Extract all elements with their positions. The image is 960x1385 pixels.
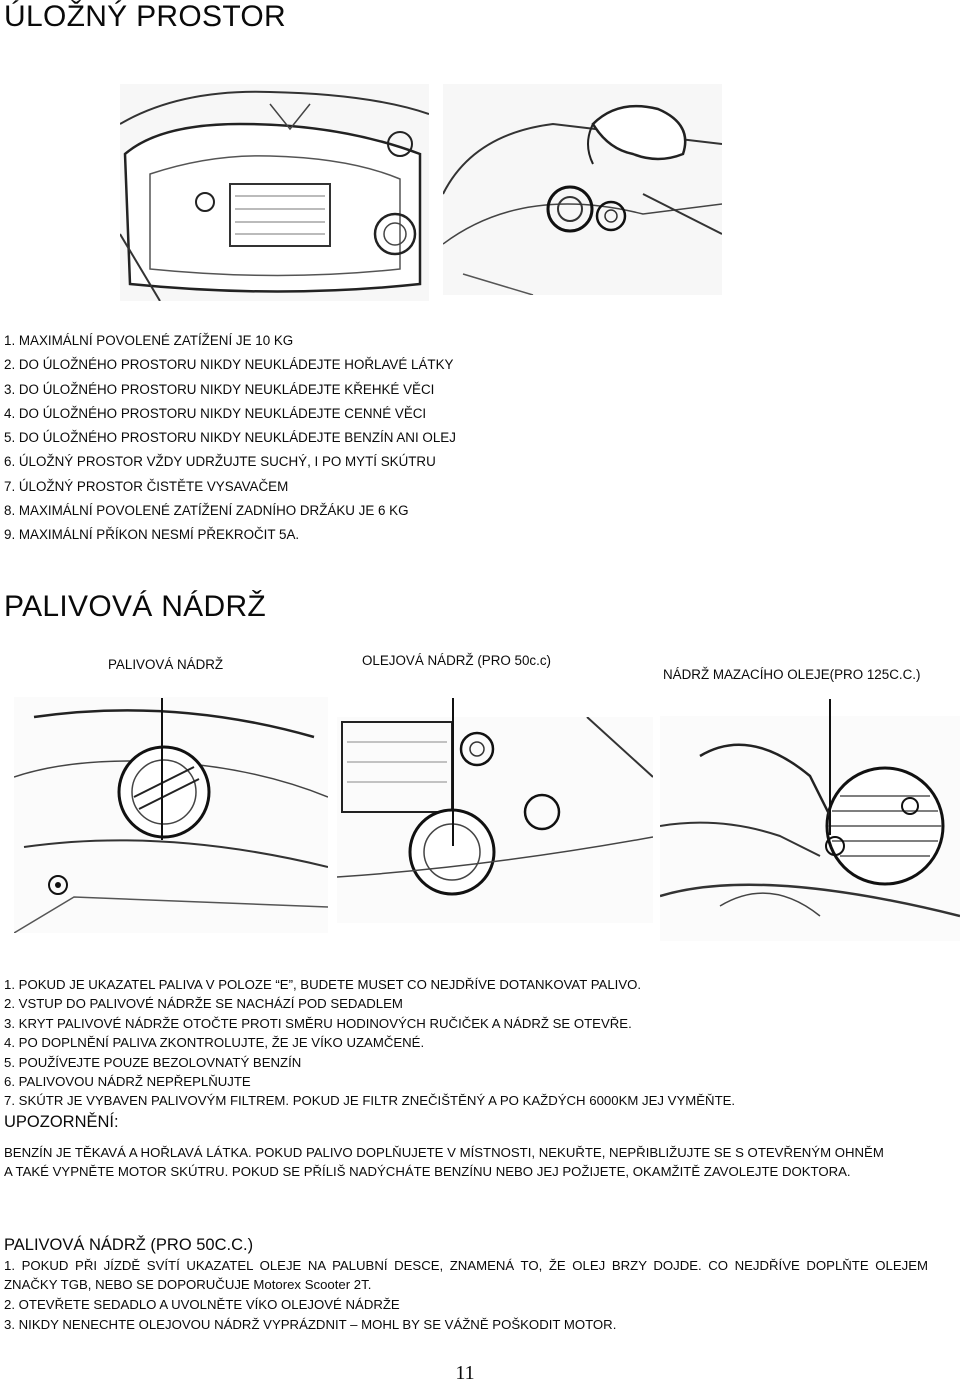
list-item: 6. ÚLOŽNÝ PROSTOR VŽDY UDRŽUJTE SUCHÝ, I PO MYTÍ SKÚTRU <box>4 454 436 470</box>
list-item: 4. DO ÚLOŽNÉHO PROSTORU NIKDY NEUKLÁDEJTE CENNÉ VĚCI <box>4 405 427 421</box>
oil50-paragraph-3: 3. NIKDY NENECHTE OLEJOVOU NÁDRŽ VYPRÁZDNIT – MOHL BY SE VÁŽNĚ POŠKODIT MOTOR. <box>4 1317 617 1332</box>
section-title-storage: ÚLOŽNÝ PROSTOR <box>4 0 287 33</box>
list-item: 4. PO DOPLNĚNÍ PALIVA ZKONTROLUJTE, ŽE JE VÍKO UZAMČENÉ. <box>4 1035 425 1051</box>
list-item: 7. SKÚTR JE VYBAVEN PALIVOVÝM FILTREM. POKUD JE FILTR ZNEČIŠTĚNÝ A PO KAŽDÝCH 6000KM JEJ VYMĚŇTE. <box>4 1093 736 1109</box>
list-item: 2. DO ÚLOŽNÉHO PROSTORU NIKDY NEUKLÁDEJTE HOŘLAVÉ LÁTKY <box>4 357 454 373</box>
page-number: 11 <box>455 1362 475 1384</box>
list-item: 8. MAXIMÁLNÍ POVOLENÉ ZATÍŽENÍ ZADNÍHO DRŽÁKU JE 6 KG <box>4 503 409 519</box>
storage-rules-list <box>4 329 456 548</box>
list-item: 5. POUŽÍVEJTE POUZE BEZOLOVNATÝ BENZÍN <box>4 1054 302 1070</box>
list-item: 1. POKUD JE UKAZATEL PALIVA V POLOZE “E”, BUDETE MUSET CO NEJDŘÍVE DOTANKOVAT PALIVO. <box>4 977 642 992</box>
list-item: 3. DO ÚLOŽNÉHO PROSTORU NIKDY NEUKLÁDEJTE KŘEHKÉ VĚCI <box>4 381 435 397</box>
warning-text: BENZÍN JE TĚKAVÁ A HOŘLAVÁ LÁTKA. POKUD PALIVO DOPLŇUJETE V MÍSTNOSTI, NEKUŘTE, NEPŘIBLIŽUJTE SE S OTEVŘENÝM OHNĚM A TAKÉ VYPNĚTE MOTOR SKÚTRU. POKUD SE PŘÍLIŠ NADÝCHÁTE BENZÍNU NEBO JEJ POŽIJETE, OKAMŽITĚ ZAVOLEJTE DOKTORA. <box>4 1145 884 1180</box>
list-item: 2. VSTUP DO PALIVOVÉ NÁDRŽE SE NACHÁZÍ POD SEDADLEM <box>4 996 403 1012</box>
label-oil-tank: OLEJOVÁ NÁDRŽ (PRO 50c.c) <box>362 653 551 668</box>
oil50-heading: PALIVOVÁ NÁDRŽ (PRO 50C.C.) <box>4 1236 254 1254</box>
list-item: 1. MAXIMÁLNÍ POVOLENÉ ZATÍŽENÍ JE 10 KG <box>4 333 294 348</box>
storage-compartment-sketch <box>120 84 429 301</box>
list-item: 9. MAXIMÁLNÍ PŘÍKON NESMÍ PŘEKROČIT 5A. <box>4 527 300 543</box>
fuel-rules-list <box>4 975 735 1111</box>
leader-line-fuel <box>161 698 163 840</box>
list-item: 6. PALIVOVOU NÁDRŽ NEPŘEPLŇUJTE <box>4 1074 251 1090</box>
label-fuel-tank: PALIVOVÁ NÁDRŽ <box>108 657 224 672</box>
tank-cap-hand-sketch <box>443 84 722 295</box>
lube-tank-engine-sketch <box>660 716 960 941</box>
warning-heading: UPOZORNĚNÍ: <box>4 1113 119 1131</box>
oil50-paragraph-2: 2. OTEVŘETE SEDADLO A UVOLNĚTE VÍKO OLEJOVÉ NÁDRŽE <box>4 1297 400 1312</box>
section-title-fuel: PALIVOVÁ NÁDRŽ <box>4 590 267 623</box>
leader-line-oil <box>452 698 454 846</box>
leader-line-lube <box>829 699 831 835</box>
list-item: 3. KRYT PALIVOVÉ NÁDRŽE OTOČTE PROTI SMĚRU HODINOVÝCH RUČIČEK A NÁDRŽ SE OTEVŘE. <box>4 1015 632 1031</box>
oil-tank-cap-sketch <box>337 717 653 923</box>
list-item: 5. DO ÚLOŽNÉHO PROSTORU NIKDY NEUKLÁDEJTE BENZÍN ANI OLEJ <box>4 430 456 446</box>
fuel-tank-cap-sketch <box>14 697 328 933</box>
list-item: 7. ÚLOŽNÝ PROSTOR ČISTĚTE VYSAVAČEM <box>4 478 289 494</box>
oil50-paragraph-1: 1. POKUD PŘI JÍZDĚ SVÍTÍ UKAZATEL OLEJE NA PALUBNÍ DESCE, ZNAMENÁ TO, ŽE OLEJ BRZY DOJDE. CO NEJDŘÍVE DOPLŇTE OLEJEM ZNAČKY TGB, NEBO SE DOPORUČUJE Motorex Scooter 2T. <box>4 1258 928 1293</box>
label-lube-tank: NÁDRŽ MAZACÍHO OLEJE(PRO 125C.C.) <box>663 667 921 682</box>
